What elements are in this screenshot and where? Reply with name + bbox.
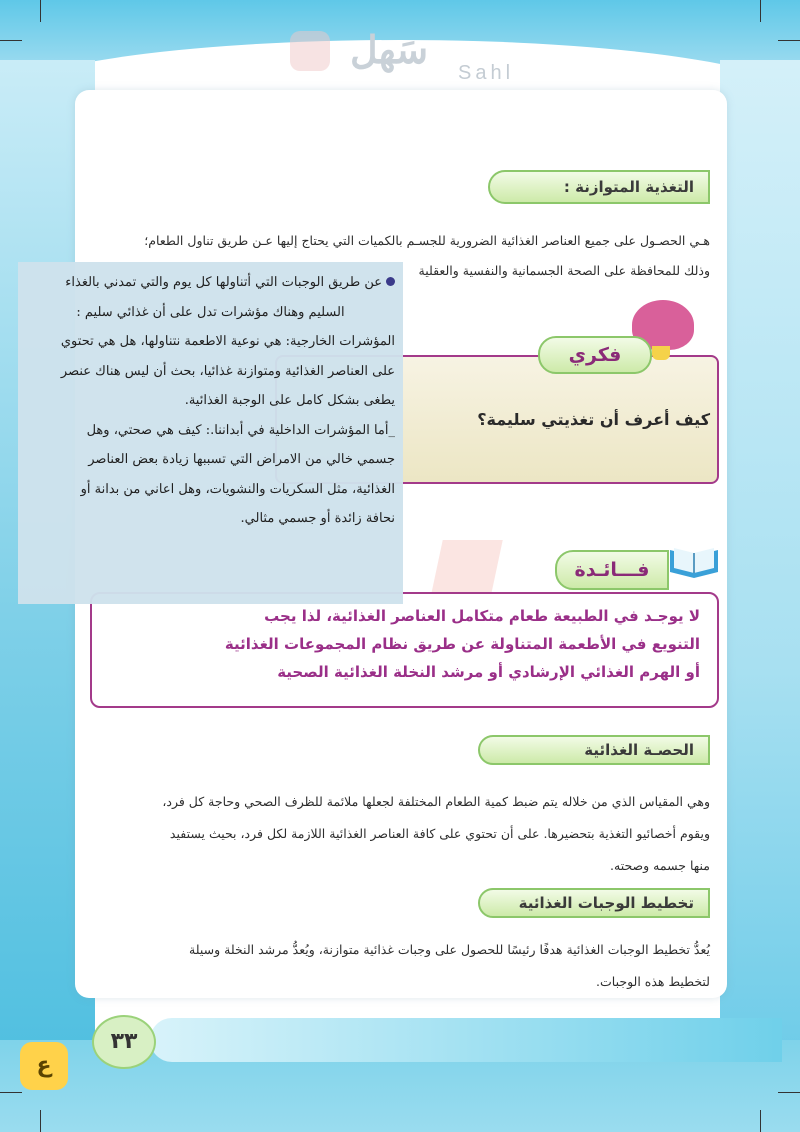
sahl-logo-latin: Sahl [458, 62, 515, 84]
crop-mark [40, 1110, 41, 1132]
crop-mark [760, 1110, 761, 1132]
section-title-planning: تخطيط الوجبات الغذائية [478, 888, 710, 918]
answer-line-1-text: عن طريق الوجبات التي أتناولها كل يوم والتي تمدني بالغذاء [65, 275, 382, 290]
fayda-line-3: أو الهرم الغذائي الإرشادي أو مرشد النخلة الغذائية الصحية [277, 663, 700, 681]
answer-line-5: يطغى بشكل كامل على الوجبة الغذائية. [184, 393, 395, 408]
fayda-line-2: التنويع في الأطعمة المتناولة عن طريق نظام المجموعات الغذائية [224, 635, 700, 653]
crop-mark [778, 1092, 800, 1093]
corner-logo-icon: ع [20, 1042, 68, 1090]
right-decor-panel [720, 60, 800, 1070]
portion-line-3: منها جسمه وصحته. [610, 858, 710, 873]
bullet-icon [386, 277, 395, 286]
think-label: فكري [538, 336, 652, 374]
sahl-logo-watermark [290, 25, 450, 85]
open-book-icon [668, 540, 720, 578]
portion-line-2: ويقوم أخصائيو التغذية بتحضيرها. على أن تحتوي على كافة العناصر الغذائية اللازمة لكل فرد، بحيث يستفيد [169, 826, 710, 841]
portion-line-1: وهي المقياس الذي من خلاله يتم ضبط كمية الطعام المختلفة لجعلها ملائمة للظرف الصحي وحاجة كل فرد، [162, 794, 710, 809]
answer-line-4: على العناصر الغذائية ومتوازنة غذائيا، بحث أن ليس هناك عنصر [60, 363, 395, 379]
svg-text:سَهل: سَهل [350, 27, 429, 72]
answer-line-2: السليم وهناك مؤشرات تدل على أن غذائي سليم : [76, 304, 345, 320]
planning-line-1: يُعدُّ تخطيط الوجبات الغذائية هدفًا رئيسًا للحصول على وجبات غذائية متوازنة، ويُعدُّ مرشد النخلة وسيلة [189, 942, 710, 957]
sahl-logo-mark [290, 25, 450, 75]
answer-line-8: الغذائية، مثل السكريات والنشويات، وهل اعاني من بدانة أو [80, 481, 395, 497]
section-title-balanced: التغذية المتوازنة : [488, 170, 710, 204]
balanced-line-1: هـي الحصـول على جميع العناصر الغذائية الضرورية للجسـم بالكميات التي يحتاج إليها عـن طريق تناول الطعام؛ [144, 233, 710, 248]
fayda-text [105, 602, 700, 686]
crop-mark [0, 40, 22, 41]
answer-overlay [18, 262, 403, 604]
answer-line-1 [26, 268, 395, 298]
answer-line-7: جسمي خالي من الامراض التي تسببها زيادة بعض العناصر [88, 452, 395, 467]
crop-mark [778, 40, 800, 41]
fayda-line-1: لا يوجـد في الطبيعة طعام متكامل العناصر الغذائية، لذا يجب [264, 607, 700, 625]
think-question: كيف أعرف أن تغذيتي سليمة؟ [477, 410, 710, 429]
crop-mark [40, 0, 41, 22]
crop-mark [0, 1092, 22, 1093]
answer-line-9: نحافة زائدة أو جسمي مثالي. [240, 511, 395, 526]
balanced-line-2: وذلك للمحافظة على الصحة الجسمانية والنفسية والعقلية [418, 263, 710, 278]
answer-line-3: المؤشرات الخارجية: هي نوعية الاطعمة نتناولها، هل هي تحتوي [60, 334, 395, 349]
answer-line-6: _أما المؤشرات الداخلية في أبداننا.: كيف هي صحتي، وهل [86, 422, 395, 438]
fayda-label: فـــائـدة [555, 550, 669, 590]
planning-line-2: لتخطيط هذه الوجبات. [596, 974, 710, 989]
section-title-portion: الحصـة الغذائية [478, 735, 710, 765]
crop-mark [760, 0, 761, 22]
page-footer-bar [150, 1018, 782, 1062]
answer-text [18, 262, 403, 534]
page-number: ٣٣ [92, 1015, 156, 1069]
lightbulb-icon [652, 346, 670, 360]
